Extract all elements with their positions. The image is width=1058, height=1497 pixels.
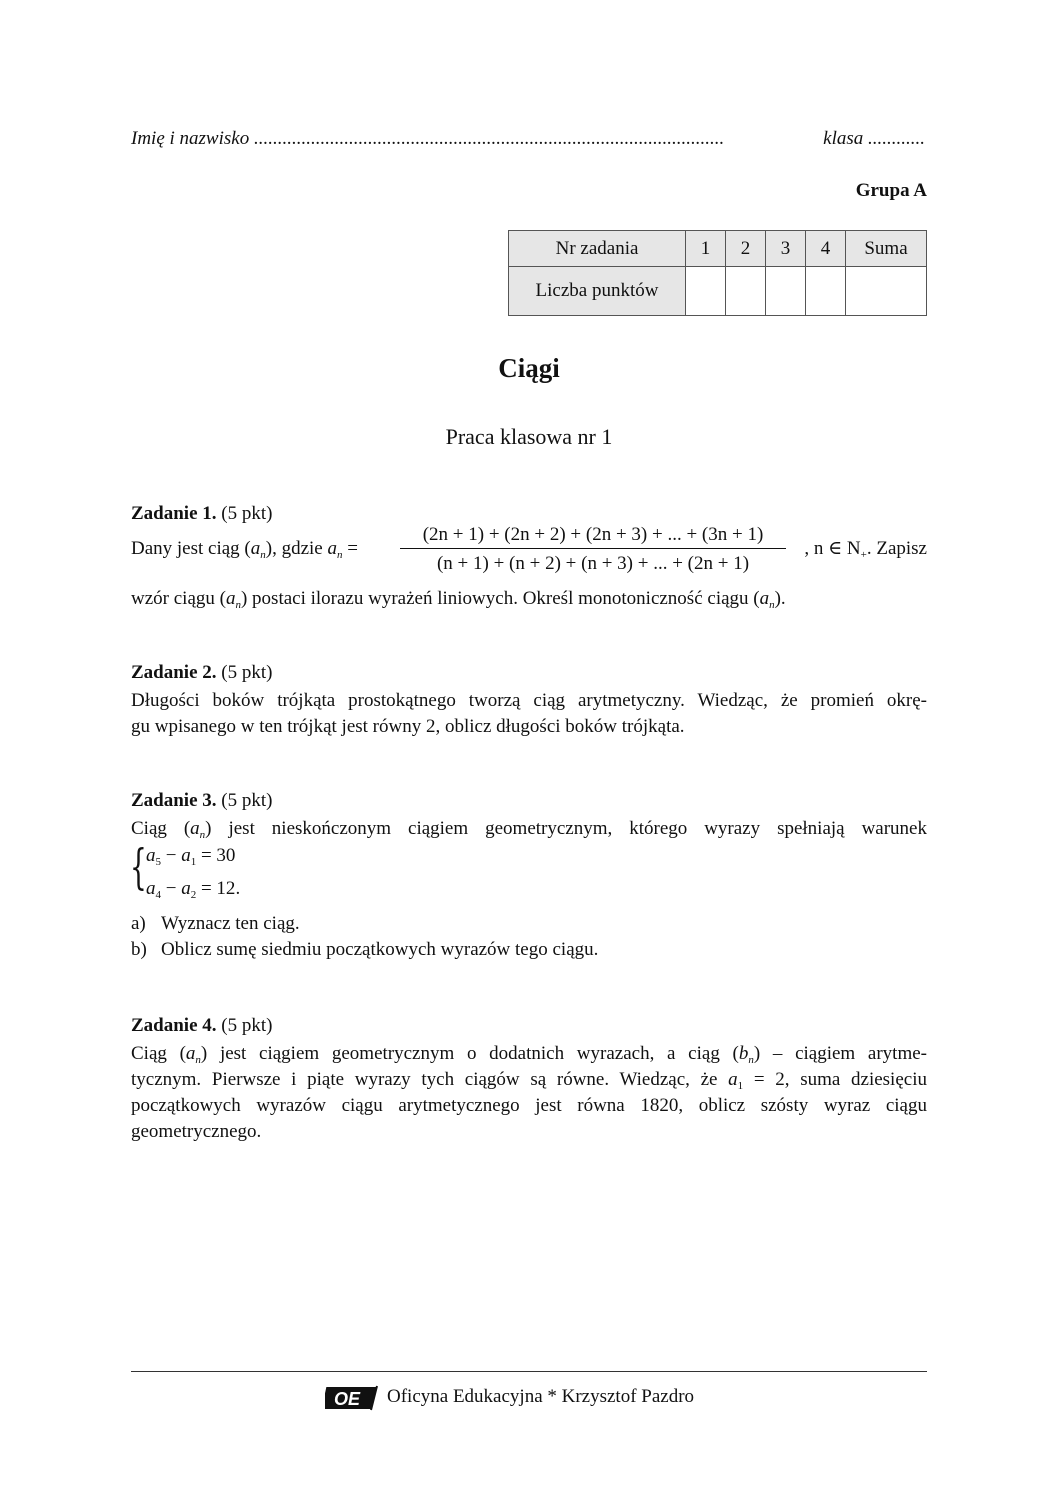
task-4-label: Zadanie 4. [131,1015,217,1036]
task-1-text: ), gdzie [265,538,328,559]
task-1-label: Zadanie 1. [131,503,217,524]
publisher-name: Oficyna Edukacyjna * Krzysztof Pazdro [387,1386,695,1407]
name-dots: ................................................................................................... [253,128,725,149]
seq-a-symbol: a [185,1043,196,1064]
task-4-text: ) jest ciągiem geometrycznym o dodatnich wyrazach, a ciąg ( [200,1043,739,1064]
fraction-denominator: (n + 1) + (n + 2) + (n + 3) + ... + (2n + 1) [436,553,750,574]
task-2-points: (5 pkt) [221,662,273,683]
task-4-line-4: geometrycznego. [131,1121,262,1142]
task-4-text: tycznym. Pierwsze i piąte wyrazy tych ciągów są równe. Wiedząc, że [131,1069,729,1090]
seq-a-symbol: a [327,538,337,559]
system-brace: { [130,839,147,895]
name-label: Imię i nazwisko [131,128,250,149]
item-letter: a) [131,913,146,934]
item-text: Oblicz sumę siedmiu początkowych wyrazów tego ciągu. [161,939,599,960]
publisher-logo-text: OE [334,1389,361,1409]
seq-index-1: 1 [737,1080,744,1092]
task-1-text: wzór ciągu ( [131,588,226,609]
seq-a-symbol: a [190,818,200,839]
eq-2-rhs: = 12 [200,878,236,899]
class-field [823,128,925,150]
points-cell [726,267,766,316]
task-4-heading [131,1015,272,1037]
item-text: Wyznacz ten ciąg. [161,913,300,934]
task-4-text: = 2, suma dziesięciu [743,1069,927,1090]
task-number-cell: 2 [726,231,766,267]
score-table [508,230,927,316]
fraction-numerator: (2n + 1) + (2n + 2) + (2n + 3) + ... + (3n + 1) [400,521,786,549]
natural-plus-sub: + [860,549,867,561]
task-number-cell: 4 [806,231,846,267]
task-1-text: , n ∈ N [804,538,861,559]
points-cell [766,267,806,316]
task-3-text: Ciąg ( [131,818,191,839]
seq-a-symbol: a [728,1069,738,1090]
group-label: Grupa A [855,180,927,201]
task-1-text: = [342,538,358,559]
item-letter: b) [131,939,147,960]
system-equation-2: $a_4 - a_2 = 12$. [146,878,241,901]
task-3-heading [131,790,272,812]
task-number-cell: 3 [766,231,806,267]
task-4-text: Ciąg ( [131,1043,186,1064]
seq-index-n: n [199,829,206,841]
task-3-label: Zadanie 3. [131,790,217,811]
task-2-heading [131,662,272,684]
student-header [131,128,927,154]
task-number-cell: 1 [686,231,726,267]
task-1-text: ) postaci ilorazu wyrażeń liniowych. Określ monotoniczność ciągu ( [240,588,760,609]
seq-a-symbol: a [759,588,770,609]
task-1-line-1-tail [787,536,927,568]
points-cell [806,267,846,316]
seq-a-symbol: a [225,588,236,609]
task-4-line-3: początkowych wyrazów ciągu arytmetycznego jest równa 1820, oblicz szósty wyraz ciągu [131,1095,927,1116]
page-title: Ciągi [498,353,560,383]
footer-divider [131,1371,927,1372]
system-equation-1: $a_5 - a_1 = 30$ [146,845,236,868]
page-subtitle: Praca klasowa nr 1 [445,424,613,449]
task-1-points: (5 pkt) [221,503,273,524]
task-2-label: Zadanie 2. [131,662,217,683]
seq-index-n: n [769,599,775,611]
points-sum-cell [846,267,927,316]
task-3-points: (5 pkt) [221,790,273,811]
publisher-logo-icon [325,1384,383,1412]
task-1-fraction [400,521,786,576]
seq-index-n: n [195,1054,201,1066]
points-cell [686,267,726,316]
class-label: klasa [823,128,864,149]
seq-b-symbol: b [738,1043,749,1064]
task-1-line-2 [131,586,927,618]
task-3-text: ) jest nieskończonym ciągiem geometrycznym, którego wyrazy spełniają warunek [205,818,927,839]
task-4-text: ) – ciągiem arytme- [753,1043,927,1064]
task-1-heading [131,503,272,525]
task-4-points: (5 pkt) [221,1015,273,1036]
seq-index-n: n [235,599,241,611]
task-2-line-1: Długości boków trójkąta prostokątnego tworzą ciąg arytmetyczny. Wiedząc, że promień okrę- [131,690,927,711]
sum-header-cell: Suma [846,231,927,267]
seq-index-n: n [337,549,343,561]
task-1-text: . Zapisz [866,538,927,559]
class-dots: ............ [868,128,925,149]
seq-index-n: n [260,549,266,561]
name-field [131,128,724,150]
task-1-text: ). [774,588,786,609]
seq-a-symbol: a [250,538,261,559]
score-header-label: Nr zadania [509,231,686,267]
eq-1-rhs: = 30 [200,845,236,866]
points-row-label: Liczba punktów [509,267,686,316]
task-2-line-2: gu wpisanego w ten trójkąt jest równy 2, oblicz długości boków trójkąta. [131,716,685,737]
seq-index-n: n [748,1054,754,1066]
task-1-text: Dany jest ciąg ( [131,538,251,559]
